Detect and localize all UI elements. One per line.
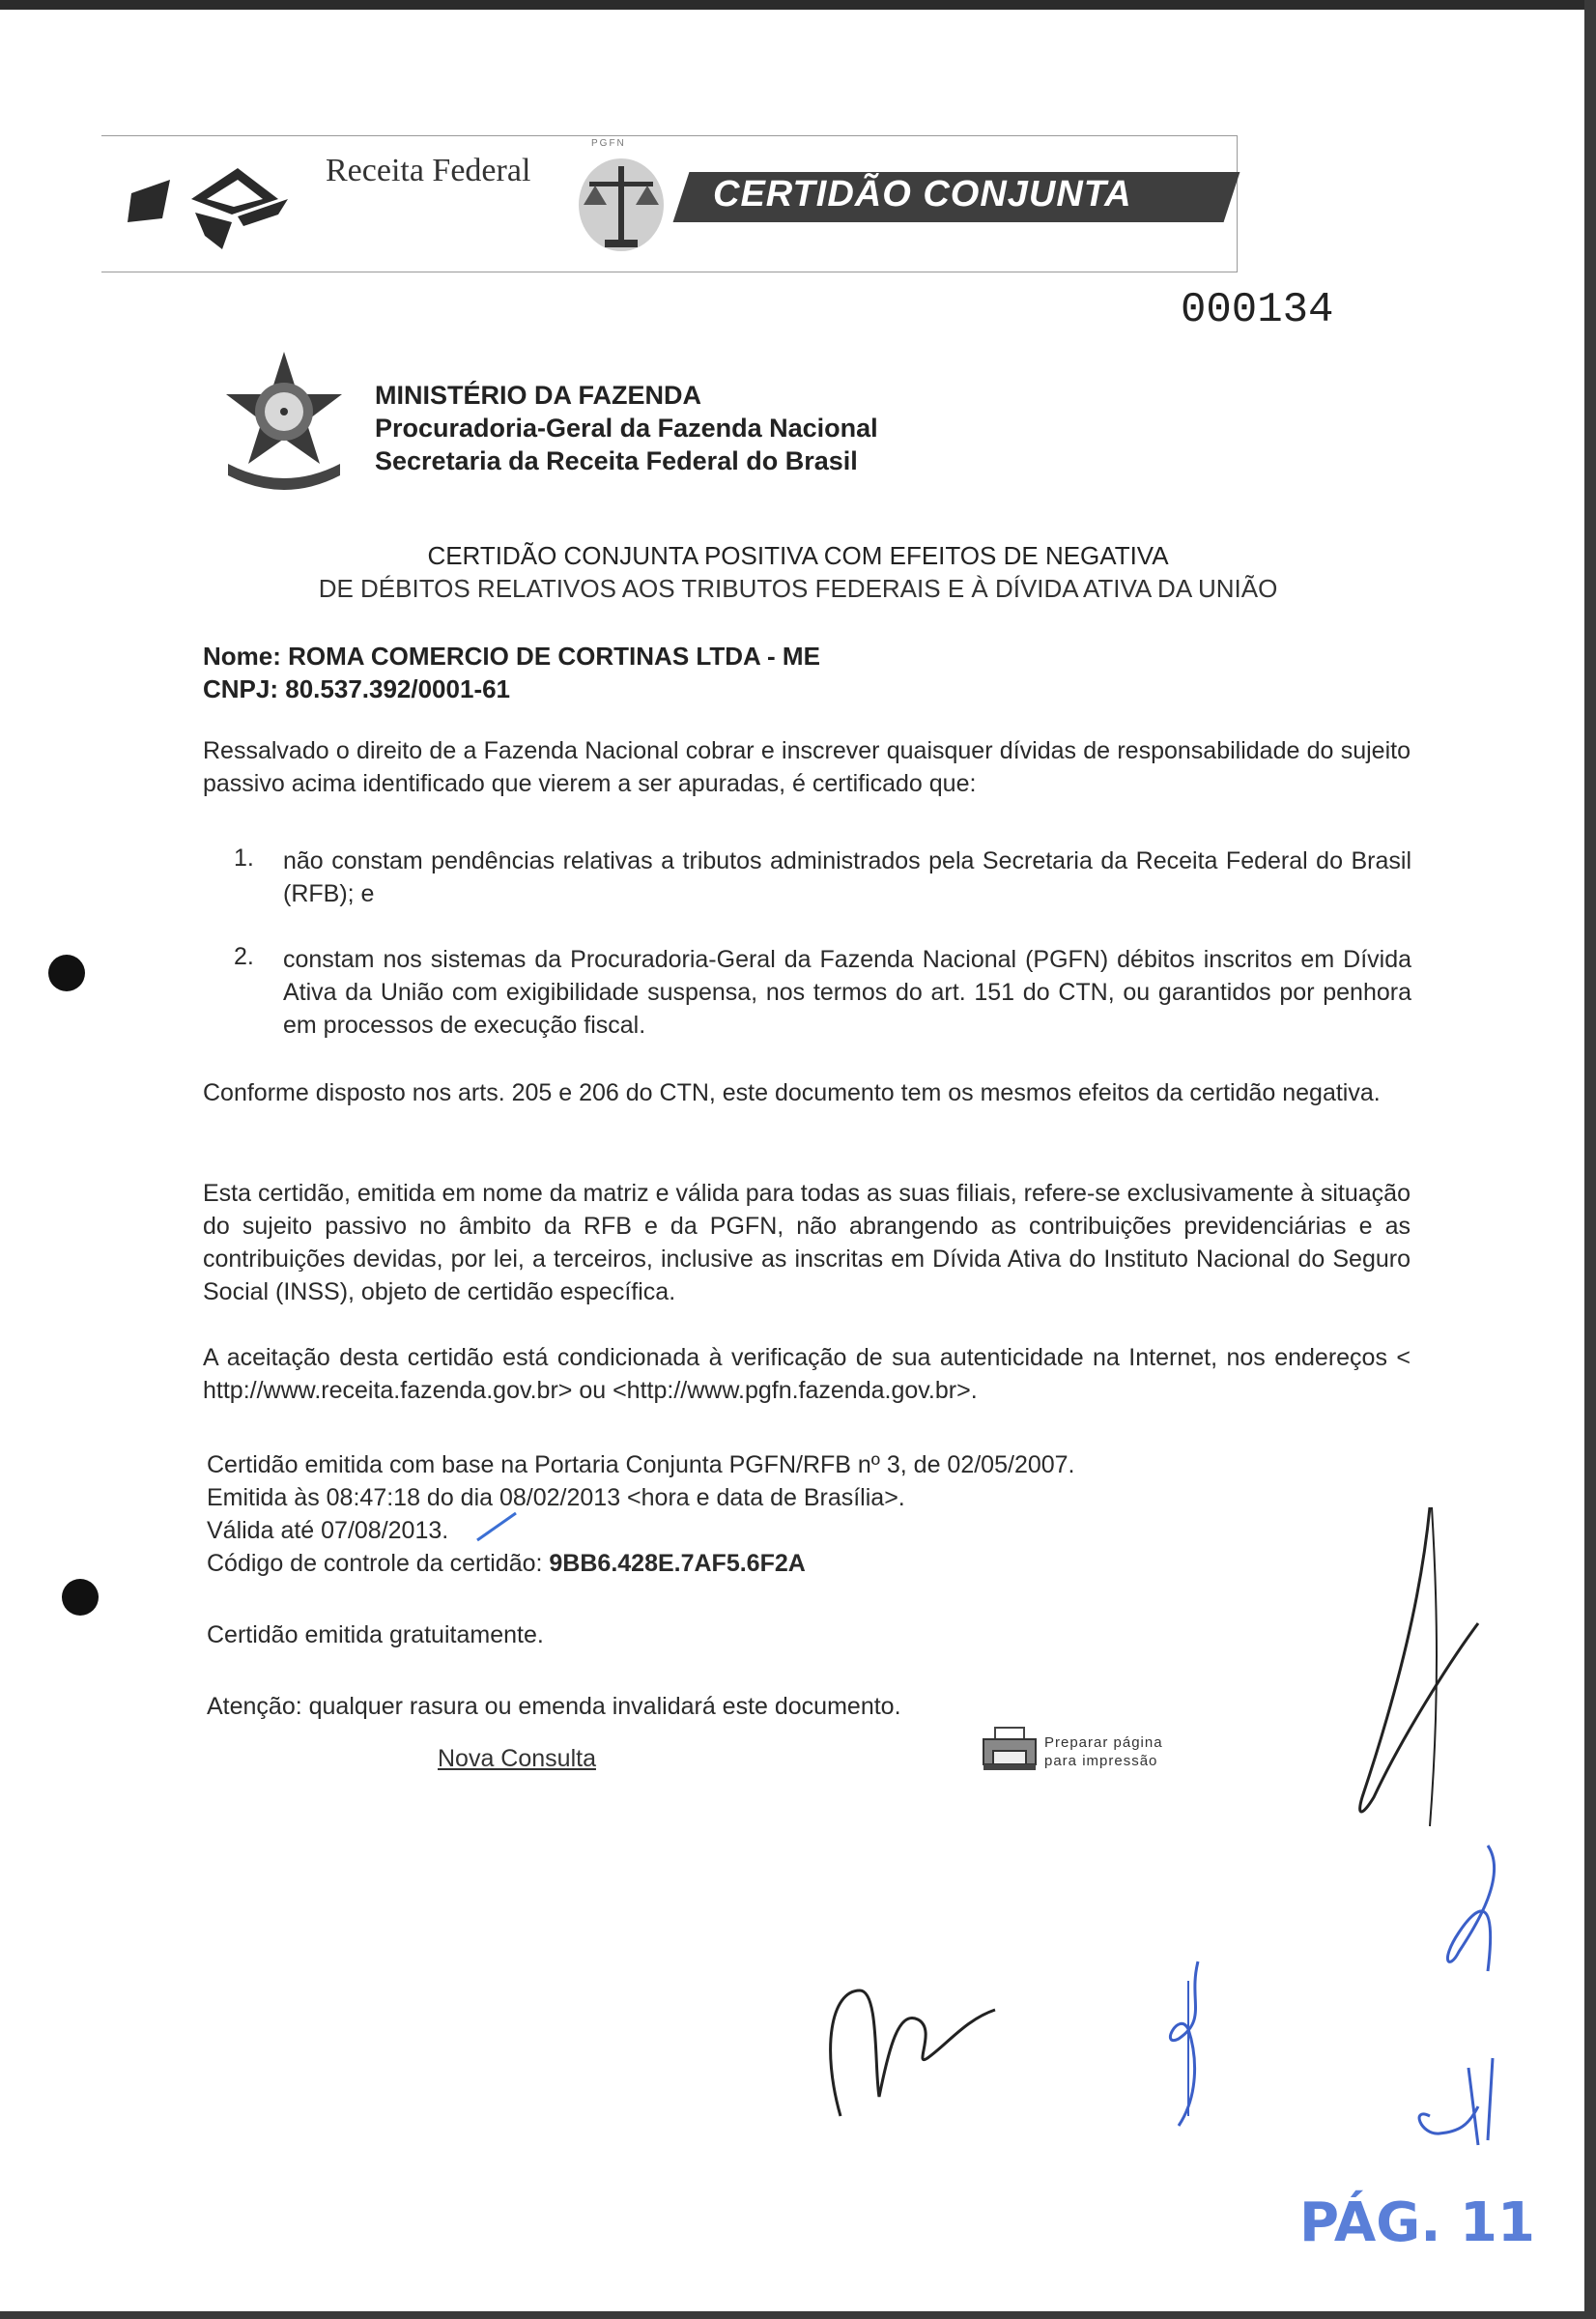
issued-line: Emitida às 08:47:18 do dia 08/02/2013 <hora e data de Brasília>.: [207, 1484, 905, 1511]
cnpj-value: 80.537.392/0001-61: [285, 674, 511, 703]
scan-edge-top: [0, 0, 1596, 10]
blue-initials-icon: [1150, 1952, 1227, 2135]
pgfn-mark: PGFN: [591, 138, 626, 149]
control-code-row: [207, 1550, 806, 1578]
certificate-title: CERTIDÃO CONJUNTA POSITIVA COM EFEITOS DE NEGATIVA: [427, 541, 1169, 570]
valid-line: Válida até 07/08/2013.: [207, 1517, 449, 1544]
initials-signature-icon: [821, 1952, 1014, 2126]
name-value: ROMA COMERCIO DE CORTINAS LTDA - ME: [288, 642, 820, 671]
list-item: constam nos sistemas da Procuradoria-Geral da Fazenda Nacional (PGFN) débitos inscritos em Dívida Ativa da União com exigibilidade suspensa, nos termos do art. 151 do CTN, ou garantidos por penhora em processos de execução fiscal.: [283, 946, 1411, 1039]
rfb-line: Secretaria da Receita Federal do Brasil: [375, 446, 858, 475]
pgfn-line: Procuradoria-Geral da Fazenda Nacional: [375, 414, 878, 443]
page-stamp: PÁG. 11: [1299, 2191, 1535, 2254]
list-item: não constam pendências relativas a tributos administrados pela Secretaria da Receita Federal do Brasil (RFB); e: [283, 847, 1411, 907]
list-number: 1.: [234, 845, 254, 872]
banner-title: CERTIDÃO CONJUNTA: [713, 174, 1132, 215]
large-signature-icon: [1324, 1488, 1497, 1846]
document-number: 000134: [1181, 286, 1334, 334]
ctn-paragraph: Conforme disposto nos arts. 205 e 206 do CTN, este documento tem os mesmos efeitos da certidão negativa.: [203, 1079, 1381, 1106]
certificate-subtitle: DE DÉBITOS RELATIVOS AOS TRIBUTOS FEDERAIS E À DÍVIDA ATIVA DA UNIÃO: [318, 574, 1278, 603]
basis-line: Certidão emitida com base na Portaria Conjunta PGFN/RFB nº 3, de 02/05/2007.: [207, 1451, 1075, 1478]
scan-edge-right: [1584, 0, 1596, 2319]
print-label-line2: para impressão: [1044, 1753, 1158, 1769]
free-line: Certidão emitida gratuitamente.: [207, 1621, 544, 1648]
receita-federal-logo-icon: [124, 155, 317, 261]
cnpj-label: CNPJ:: [203, 674, 279, 703]
blue-scribble-icon: [1430, 1836, 1517, 1990]
subject-block: [203, 640, 820, 705]
print-page-button[interactable]: [1044, 1733, 1163, 1770]
punch-hole: [62, 1579, 99, 1616]
name-label: Nome:: [203, 642, 281, 671]
warning-line: Atenção: qualquer rasura ou emenda invalidará este documento.: [207, 1693, 901, 1720]
scales-of-justice-icon: [568, 145, 674, 261]
control-code-label: Código de controle da certidão:: [207, 1550, 543, 1577]
scan-edge-bottom: [0, 2311, 1596, 2319]
control-code-value: 9BB6.428E.7AF5.6F2A: [549, 1550, 806, 1577]
cnpj-row: [203, 673, 820, 705]
ministry-line: MINISTÉRIO DA FAZENDA: [375, 381, 702, 410]
ministry-block: [375, 379, 878, 477]
handwritten-check-mark-icon: [473, 1507, 522, 1546]
brazil-coat-of-arms-icon: [214, 348, 355, 502]
blue-rubric-icon: [1401, 2048, 1507, 2155]
agency-name: Receita Federal: [326, 153, 531, 188]
name-row: [203, 640, 820, 673]
scope-paragraph: Esta certidão, emitida em nome da matriz e válida para todas as suas filiais, refere-se exclusivamente à situação do sujeito passivo no âmbito da RFB e da PGFN, não abrangendo as contribuições previdenciárias e as contribuições devidas, por lei, a terceiros, inclusive as inscritas em Dívida Ativa do Instituto Nacional do Seguro Social (INSS), objeto de certidão específica.: [203, 1180, 1411, 1305]
print-label-line1: Preparar página: [1044, 1734, 1163, 1751]
list-number: 2.: [234, 943, 254, 970]
punch-hole: [48, 955, 85, 991]
intro-paragraph: Ressalvado o direito de a Fazenda Nacional cobrar e inscrever quaisquer dívidas de responsabilidade do sujeito passivo acima identificado que vierem a ser apuradas, é certificado que:: [203, 737, 1411, 797]
authenticity-paragraph: A aceitação desta certidão está condicionada à verificação de sua autenticidade na Internet, nos endereços < http://www.receita.fazenda.gov.br> ou <http://www.pgfn.fazenda.gov.br>.: [203, 1344, 1411, 1404]
printer-icon[interactable]: [982, 1726, 1038, 1772]
new-query-link[interactable]: Nova Consulta: [438, 1745, 596, 1772]
